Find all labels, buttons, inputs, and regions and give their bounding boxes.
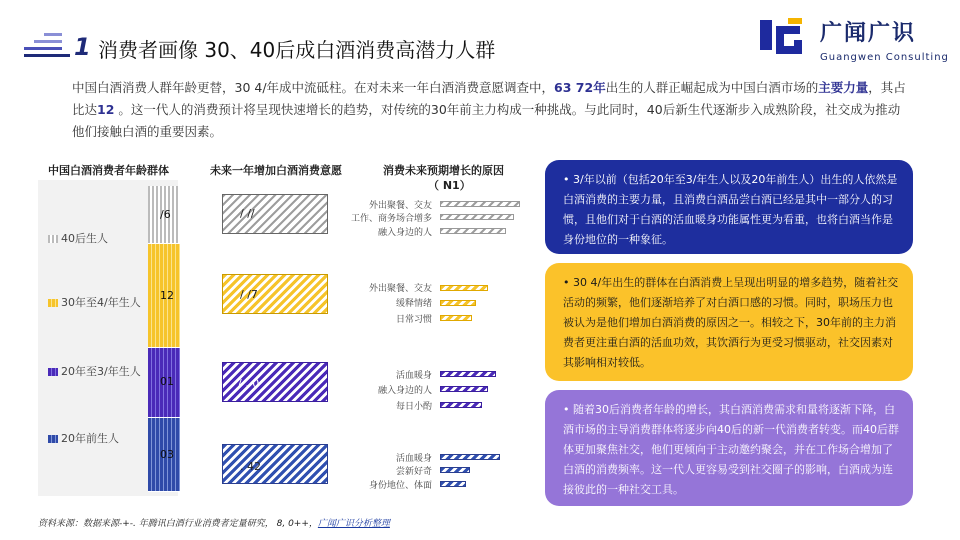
insight-text: 3/年以前（包括20年至3/年生人以及20年前生人）出生的人依然是白酒消费的主要力量，且消费白酒品尝白酒已经是其中一部分人的习惯，且他们对于白酒的活血暖身功能属性更为看重，也将白酒当作是身份地位的一种象征。 <box>563 173 898 246</box>
reason-bar <box>440 467 470 473</box>
reason-bar <box>440 201 520 207</box>
segment-label: 01 <box>160 375 174 388</box>
reason-bar <box>440 386 488 392</box>
insight-box-2 <box>545 263 913 381</box>
insight-box-1 <box>545 160 913 254</box>
reason-label: 缓释情绪 <box>395 299 432 309</box>
insight-text: 30 4/年出生的群体在白酒消费上呈现出明显的增多趋势，随着社交活动的频繁，他们逐渐培养了对白酒口感的习惯。同时，职场压力也被认为是他们增加白酒消费的原因之一。相较之下，30年前的主力消费者更注重白酒的活血功效，其饮酒行为更受习惯驱动，社交因素对其影响相对较低。 <box>563 276 899 369</box>
reason-bar <box>440 300 476 306</box>
segment-label: 03 <box>160 448 174 461</box>
intent-value: / /7 <box>240 288 258 301</box>
age-label-text: 30年至4/年生人 <box>61 296 141 309</box>
insight-text: 随着30后消费者年龄的增长，其白酒消费需求和量将逐渐下降，白酒市场的主导消费群体将逐步向40后的新一代消费者转变。而40后群体更加聚焦社交，他们更倾向于主动邀约聚会，并在工作场合增加了白酒的消费频率。这一代人更容易受到社交圈子的影响，白酒成为连接彼此的一种社交工具。 <box>563 403 899 496</box>
header-line-3 <box>24 47 62 50</box>
col-header-sample-size: （ N1） <box>428 179 471 192</box>
intro-highlight-years: 63 72年 <box>554 80 606 95</box>
reason-label: 尝新好奇 <box>395 467 432 477</box>
reason-label: 活血暖身 <box>395 371 432 381</box>
legend-swatch <box>48 235 58 243</box>
col-header-age-groups: 中国白酒消费者年龄群体 <box>48 164 169 177</box>
age-label-20s-30s <box>48 363 141 379</box>
reason-label: 融入身边的人 <box>377 386 432 396</box>
section-number: 1 <box>74 33 91 61</box>
legend-swatch <box>48 368 58 376</box>
intro-paragraph <box>72 77 912 143</box>
age-label-before-20s <box>48 430 119 446</box>
reason-label: 外出聚餐、交友 <box>368 284 432 294</box>
age-label-40s <box>48 230 108 246</box>
reason-label: 身份地位、体面 <box>368 481 432 491</box>
legend-swatch <box>48 435 58 443</box>
reason-bar <box>440 228 506 234</box>
bullet: • <box>563 276 570 289</box>
reason-label: 活血暖身 <box>395 454 432 464</box>
intro-highlight-main-force: 主要力量 <box>818 80 869 95</box>
logo-icon <box>758 16 808 62</box>
intent-value: / // <box>240 207 255 220</box>
reason-label: 外出聚餐、交友 <box>368 201 432 211</box>
bullet: • <box>563 173 570 186</box>
intent-bar-30s-40s <box>222 274 328 314</box>
reason-bar <box>440 481 466 487</box>
reason-bar <box>440 214 514 220</box>
reason-label: 日常习惯 <box>395 315 432 325</box>
intent-bar-40s <box>222 194 328 234</box>
reason-bar <box>440 371 496 377</box>
reason-label: 融入身边的人 <box>377 228 432 238</box>
reason-label: 每日小酌 <box>395 402 432 412</box>
intro-highlight-share: 12 <box>97 102 115 117</box>
age-label-text: 20年至3/年生人 <box>61 365 141 378</box>
intent-value: . 42 <box>240 460 261 473</box>
source-link[interactable]: 广闻广识分析整理 <box>317 519 390 529</box>
reason-label: 工作、商务场合增多 <box>350 214 432 224</box>
logo-name: 广闻广识 <box>820 21 917 46</box>
header-line-1 <box>44 33 62 36</box>
header-line-2 <box>34 40 62 43</box>
intent-bar-before-20s <box>222 444 328 484</box>
age-label-30s-40s <box>48 294 141 310</box>
reason-bar <box>440 402 482 408</box>
page-title: 消费者画像 30、40后成白酒消费高潜力人群 <box>98 38 496 62</box>
logo-subtitle: Guangwen Consulting <box>820 52 949 63</box>
col-header-growth-reasons: 消费未来预期增长的原因 <box>383 164 504 177</box>
reason-bar <box>440 454 500 460</box>
intro-text-3: ，其占比达 <box>72 80 906 117</box>
segment-label: /6 <box>160 208 171 221</box>
intro-text-1: 中国白酒消费人群年龄更替，30 4/年成中流砥柱。在对未来一年白酒消费意愿调查中， <box>72 80 555 95</box>
intro-text-2: 出生的人群正崛起成为中国白酒市场的 <box>605 80 819 95</box>
intent-value: / , 0 <box>238 377 260 390</box>
intro-text-4: 。这一代人的消费预计将呈现快速增长的趋势，对传统的30年前主力构成一种挑战。与此同时，40后新生代逐渐步入成熟阶段，社交成为推动他们接触白酒的重要因素。 <box>72 102 901 139</box>
insight-box-3 <box>545 390 913 506</box>
source-text: 资料来源：数据来源-+-. 年腾讯白酒行业消费者定量研究， 8, 0++， <box>38 519 318 529</box>
reason-bar <box>440 315 472 321</box>
bullet: • <box>563 403 570 416</box>
col-header-consumption-intent: 未来一年增加白酒消费意愿 <box>210 164 342 177</box>
legend-swatch <box>48 299 58 307</box>
segment-label: 12 <box>160 289 174 302</box>
age-label-text: 40后生人 <box>61 232 108 245</box>
header-line-4 <box>24 54 70 57</box>
age-label-text: 20年前生人 <box>61 432 119 445</box>
reason-bar <box>440 285 488 291</box>
source-footnote <box>38 516 390 529</box>
